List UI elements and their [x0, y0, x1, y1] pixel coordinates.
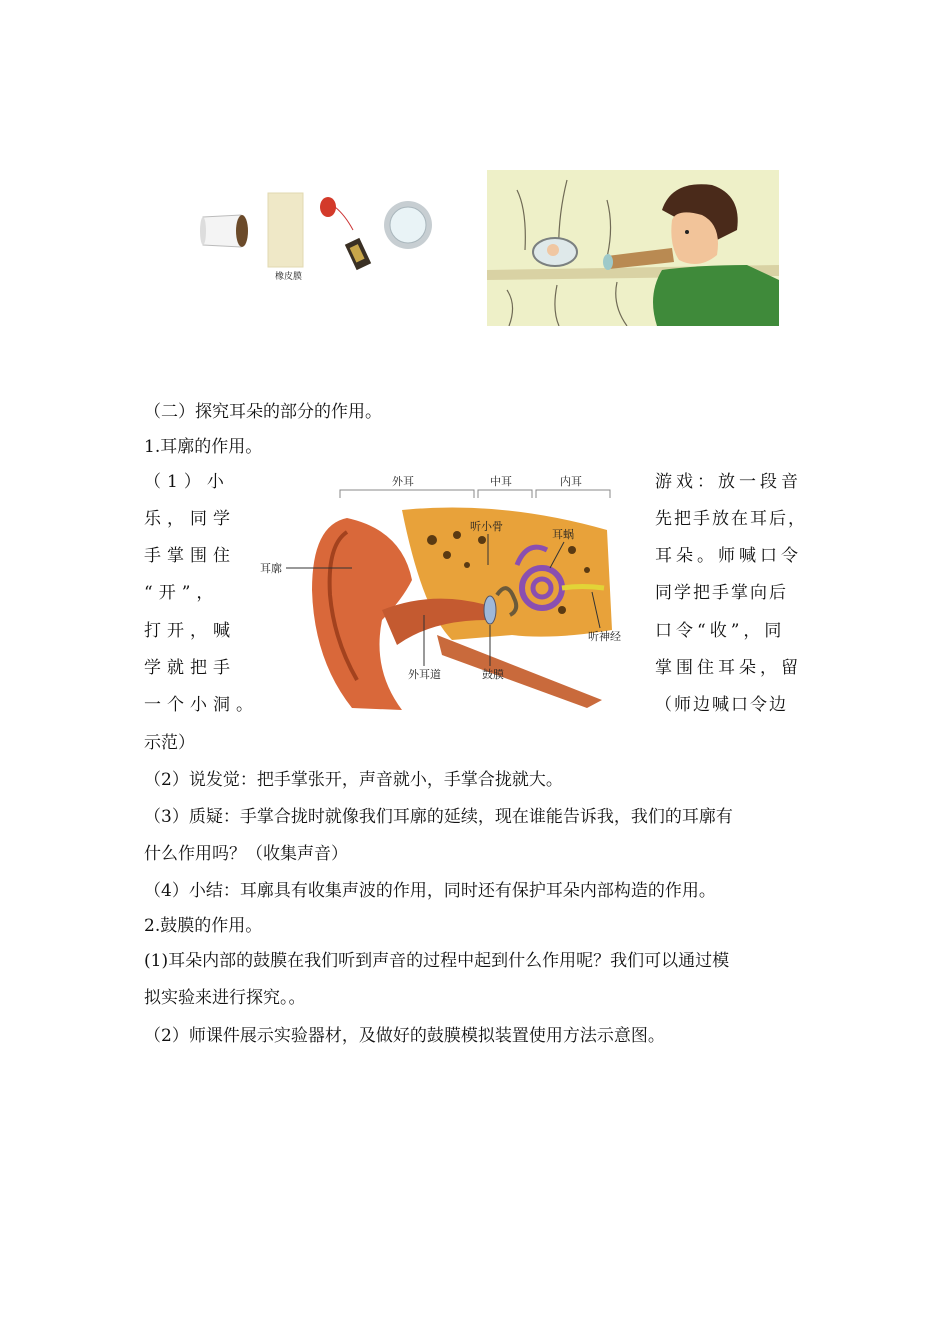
label-middle-ear: 中耳: [490, 475, 512, 488]
label-ossicles: 听小骨: [470, 520, 503, 533]
paragraph-5b: 拟实验来进行探究。。: [144, 988, 306, 1008]
experiment-scene: [487, 170, 779, 326]
subsection-title-2: 2.鼓膜的作用。: [144, 916, 263, 936]
label-cochlea: 耳蜗: [552, 528, 574, 541]
subsection-title-1: 1.耳廓的作用。: [144, 437, 263, 457]
label-pinna: 耳廓: [260, 562, 282, 575]
rubber-film-label: 橡皮膜: [275, 272, 303, 282]
label-auditory-nerve: 听神经: [588, 630, 621, 643]
left-line: 乐，同学: [144, 509, 236, 529]
materials-figure: [195, 185, 445, 300]
left-line: 手掌围住: [144, 546, 236, 566]
label-eardrum: 鼓膜: [482, 668, 504, 681]
left-line: （1）小: [144, 472, 230, 492]
paragraph-2: （2）说发觉：把手掌张开，声音就小，手掌合拢就大。: [144, 770, 563, 790]
rubber-film-icon: [268, 193, 303, 267]
paragraph-3a: （3）质疑：手掌合拢时就像我们耳廓的延续，现在谁能告诉我，我们的耳廓有: [144, 807, 733, 827]
game-tail: 示范）: [144, 733, 195, 753]
paragraph-3b: 什么作用吗？（收集声音）: [144, 844, 348, 864]
left-line: 打开，喊: [144, 621, 236, 641]
paragraph-6: （2）师课件展示实验器材，及做好的鼓膜模拟装置使用方法示意图。: [144, 1026, 665, 1046]
right-line: （师边喊口令边: [655, 695, 788, 715]
label-inner-ear: 内耳: [560, 475, 582, 488]
materials-illustration: [195, 185, 445, 300]
right-line: 同学把手掌向后: [655, 583, 788, 603]
right-line: 掌围住耳朵，留: [655, 658, 802, 678]
ear-diagram: [252, 470, 642, 715]
left-line: 学就把手: [144, 658, 236, 678]
paragraph-4: （4）小结：耳廓具有收集声波的作用，同时还有保护耳朵内部构造的作用。: [144, 881, 716, 901]
right-line: 先把手放在耳后，: [655, 509, 807, 529]
boy-mirror-scene-illustration: [487, 170, 779, 326]
round-mirror-icon: [384, 201, 432, 249]
red-string-icon: [320, 197, 353, 230]
section-title: （二）探究耳朵的部分的作用。: [144, 402, 382, 422]
left-line: “开”，: [144, 583, 220, 603]
label-outer-ear: 外耳: [392, 475, 414, 488]
right-line: 口令“收”，同: [655, 621, 786, 641]
paragraph-5a: (1)耳朵内部的鼓膜在我们听到声音的过程中起到什么作用呢？我们可以通过模: [144, 951, 730, 971]
right-line: 游戏：放一段音: [655, 472, 802, 492]
left-line: 一个小洞。: [144, 695, 259, 715]
ear-anatomy-illustration: [252, 470, 642, 715]
right-line: 耳朵。师喊口令: [655, 546, 802, 566]
label-ear-canal: 外耳道: [408, 668, 441, 681]
paper-cup-icon: [200, 215, 248, 247]
